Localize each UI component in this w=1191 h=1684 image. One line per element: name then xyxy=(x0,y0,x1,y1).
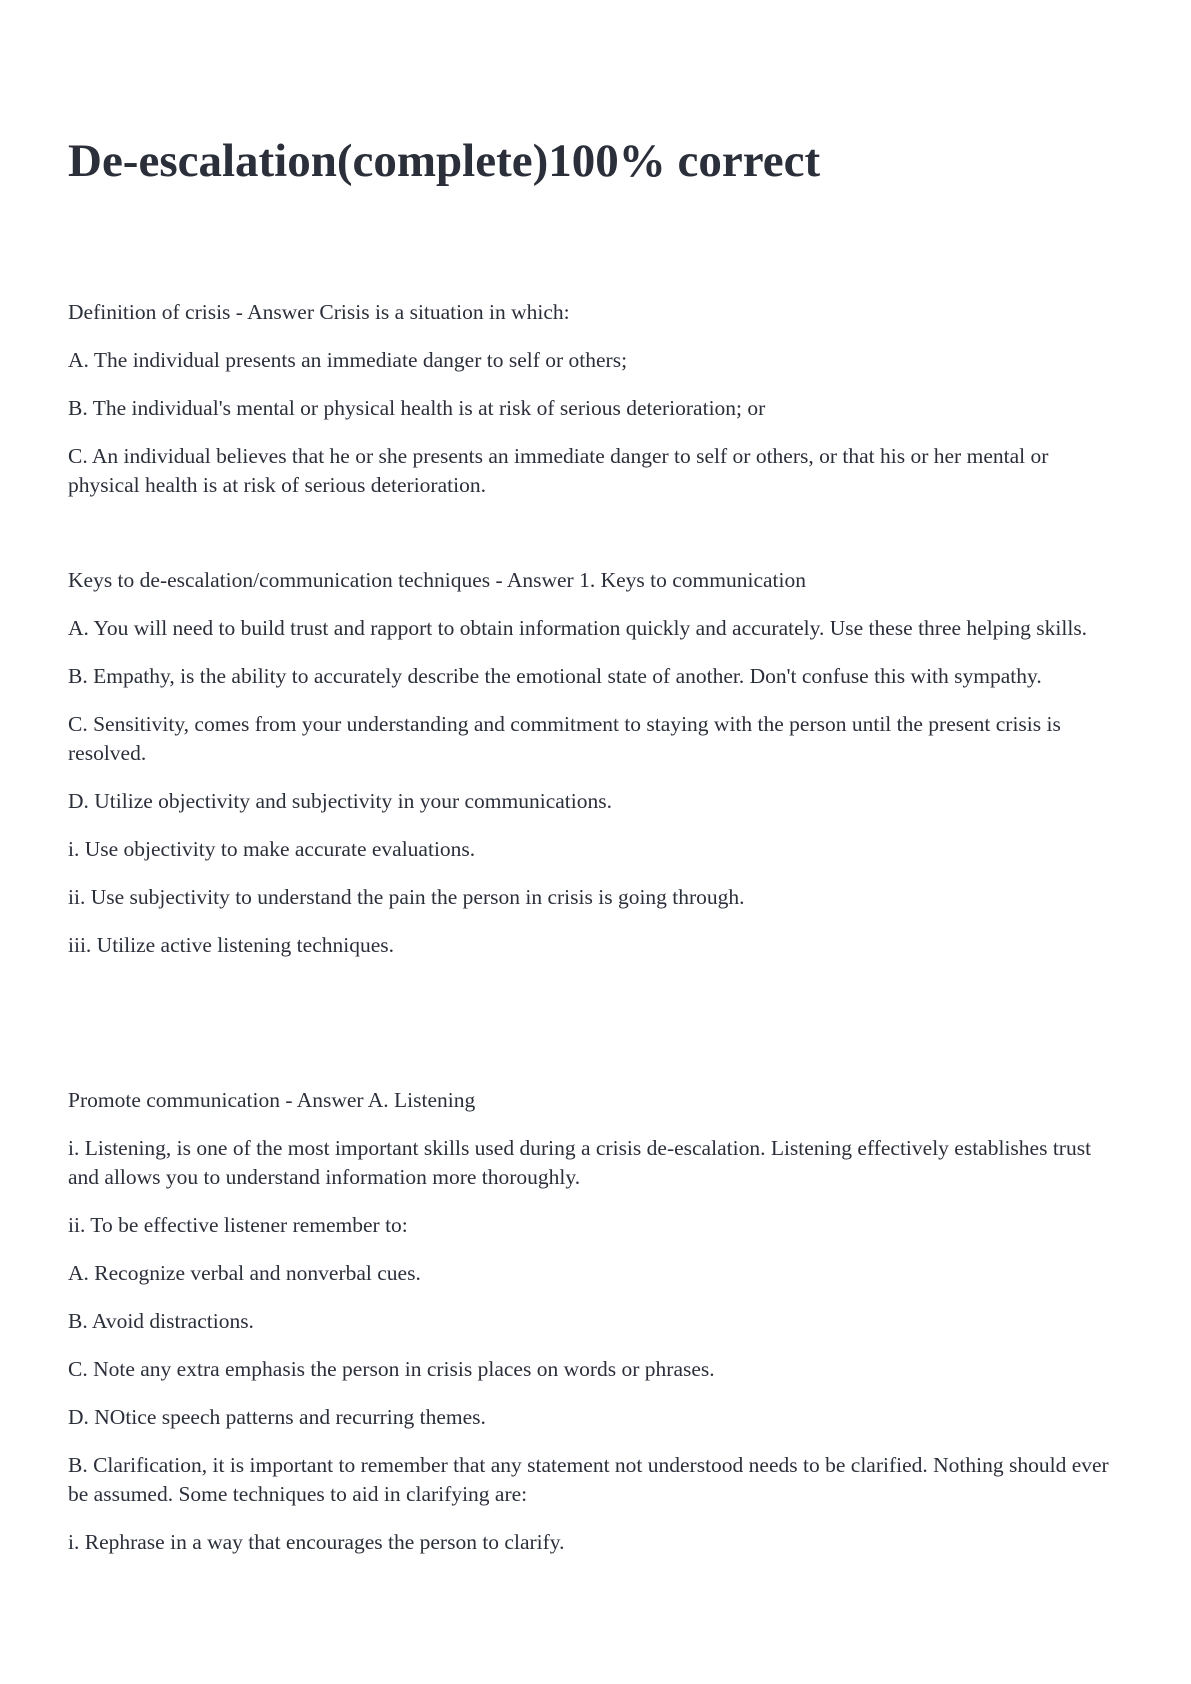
paragraph: Definition of crisis - Answer Crisis is a situation in which: xyxy=(68,300,570,324)
paragraph: iii. Utilize active listening techniques. xyxy=(68,933,394,957)
paragraph: B. Empathy, is the ability to accurately describe the emotional state of another. Don't confuse this with sympathy. xyxy=(68,664,1042,688)
paragraph: D. Utilize objectivity and subjectivity in your communications. xyxy=(68,789,612,813)
paragraph: B. Avoid distractions. xyxy=(68,1309,254,1333)
paragraph: ii. Use subjectivity to understand the pain the person in crisis is going through. xyxy=(68,885,745,909)
paragraph: C. Note any extra emphasis the person in crisis places on words or phrases. xyxy=(68,1357,715,1381)
paragraph: B. Clarification, it is important to remember that any statement not understood needs to be clarified. Nothing should ever be assumed. Some techniques to aid in clarifying are: xyxy=(68,1453,1109,1506)
promote-communication-section xyxy=(68,1086,1123,1576)
crisis-definition-section xyxy=(68,298,1123,519)
paragraph: A. The individual presents an immediate danger to self or others; xyxy=(68,348,628,372)
paragraph: C. An individual believes that he or she presents an immediate danger to self or others, or that his or her mental or physical health is at risk of serious deterioration. xyxy=(68,444,1049,497)
paragraph: Keys to de-escalation/communication techniques - Answer 1. Keys to communication xyxy=(68,568,806,592)
paragraph: i. Use objectivity to make accurate evaluations. xyxy=(68,837,476,861)
communication-keys-section xyxy=(68,566,1123,979)
paragraph: Promote communication - Answer A. Listening xyxy=(68,1088,476,1112)
paragraph: C. Sensitivity, comes from your understanding and commitment to staying with the person until the present crisis is resolved. xyxy=(68,712,1061,765)
paragraph: i. Rephrase in a way that encourages the person to clarify. xyxy=(68,1530,565,1554)
paragraph: B. The individual's mental or physical health is at risk of serious deterioration; or xyxy=(68,396,766,420)
paragraph: D. NOtice speech patterns and recurring themes. xyxy=(68,1405,486,1429)
paragraph: A. You will need to build trust and rapport to obtain information quickly and accurately. Use these three helping skills. xyxy=(68,616,1088,640)
paragraph: ii. To be effective listener remember to: xyxy=(68,1213,408,1237)
paragraph: i. Listening, is one of the most important skills used during a crisis de-escalation. Listening effectively establishes trust and allows you to understand information more thoroughly. xyxy=(68,1136,1092,1189)
paragraph: A. Recognize verbal and nonverbal cues. xyxy=(68,1261,421,1285)
document-title: De-escalation(complete)100% correct xyxy=(68,135,821,187)
